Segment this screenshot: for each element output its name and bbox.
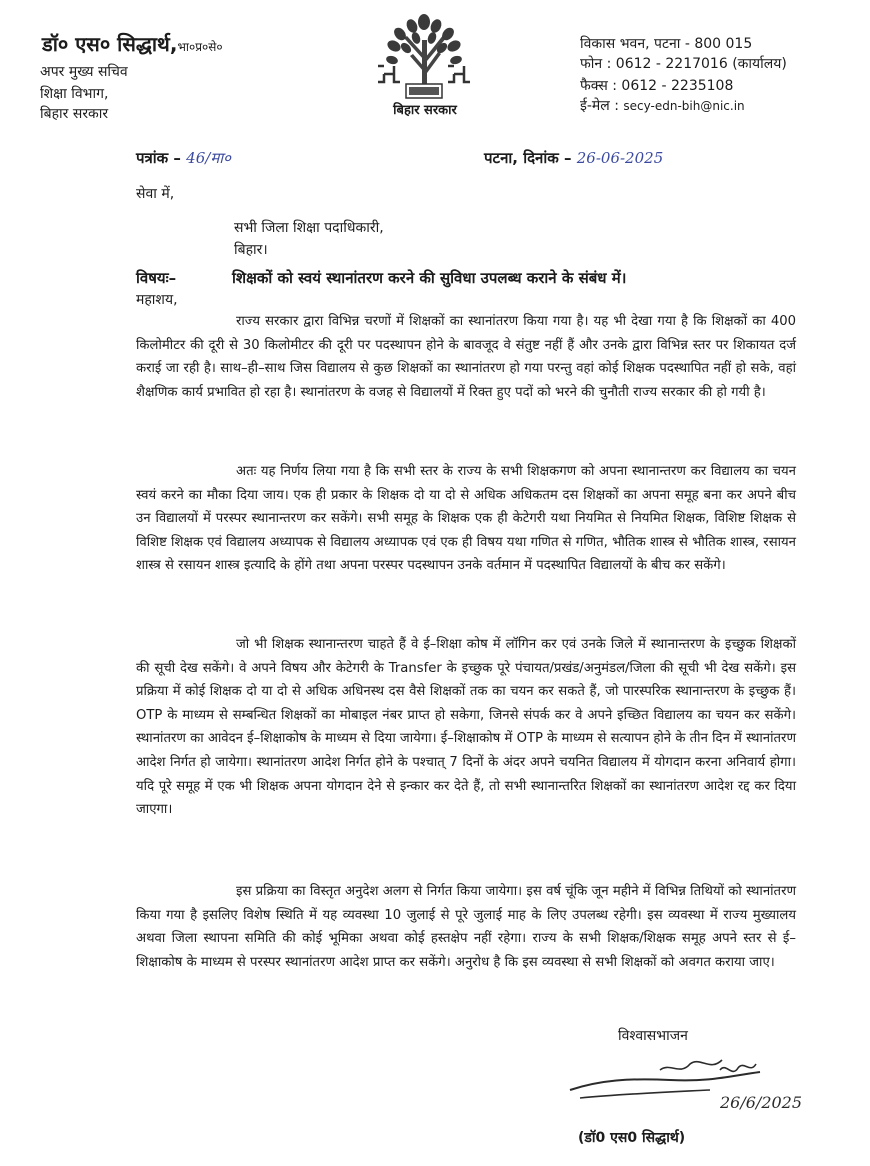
body-paragraph-1: राज्य सरकार द्वारा विभिन्न चरणों में शिक्षकों का स्थानांतरण किया गया है। यह भी देखा गया है कि शिक्षकों का 400 किलोमीटर की दूरी से 30 किलोमीटर की दूरी पर पदस्थापन होने के बावजूद वे संतुष्ट नहीं हैं और उनके द्वारा विभिन्न स्तर पर शिकायत दर्ज कराई जा रही है। साथ–ही–साथ जिस विद्यालय से कुछ शिक्षकों का स्थानांतरण हो गया परन्तु वहां कोई शिक्षक पदस्थापित नहीं हो सके, वहां शैक्षणिक कार्य प्रभावित हो रहा है। स्थानांतरण के वजह से विद्यालयों में रिक्त हुए पदों को भरने की चुनौती राज्य सरकार की हो गयी है। (136, 314, 796, 400)
date-label: पटना, दिनांक – (484, 149, 572, 167)
reference-number (136, 148, 231, 168)
contact-email (580, 96, 745, 115)
date-value: 26-06-2025 (576, 149, 664, 167)
ref-value: 46/मा० (186, 149, 231, 167)
emblem-label: बिहार सरकार (393, 103, 457, 118)
subject-label: विषयः– (136, 269, 177, 287)
signature-date: 26/6/2025 (720, 1093, 803, 1112)
ref-label: पत्रांक – (136, 149, 181, 167)
body-paragraph-4: इस प्रक्रिया का विस्तृत अनुदेश अलग से निर्गत किया जायेगा। इस वर्ष चूंकि जून महीने में विभिन्न तिथियों को स्थानांतरण किया गया है इसलिए विशेष स्थिति में यह व्यवस्था 10 जुलाई से पूरे जुलाई माह के लिए उपलब्ध रहेगी। इस व्यवस्था में राज्य मुख्यालय अथवा जिला स्थापना समिति की कोई भूमिका अथवा कोई हस्तक्षेप नहीं रहेगा। राज्य के सभी शिक्षक/शिक्षक समूह अपने स्तर से ई–शिक्षाकोष के माध्यम से परस्पर स्थानांतरण आदेश प्राप्त कर सकेंगे। अनुरोध है कि इस व्यवस्था से सभी शिक्षकों को अवगत कराया जाए। (136, 884, 796, 970)
letter-date (484, 148, 663, 168)
contact-phone: फोन : 0612 - 2217016 (कार्यालय) (580, 56, 787, 72)
body-paragraph-3: जो भी शिक्षक स्थानान्तरण चाहते हैं वे ई–शिक्षा कोष में लॉगिन कर एवं उनके जिले में स्थानान्तरण के इच्छुक शिक्षकों की सूची देख सकेंगे। वे अपने विषय और केटेगरी के Transfer के इच्छुक पूरे पंचायत/प्रखंड/अनुमंडल/जिला की सूची भी देख सकेंगे। इस प्रक्रिया में कोई शिक्षक दो या दो से अधिक अधिनस्थ दस वैसे शिक्षकों तक का चयन कर सकते हैं, जो पारस्परिक स्थानान्तरण के इच्छुक हैं। OTP के माध्यम से सम्बन्धित शिक्षकों का मोबाइल नंबर प्राप्त हो सकेगा, जिनसे संपर्क कर वे अपने इच्छित विद्यालय का चयन कर सकेंगे। स्थानांतरण का आवेदन ई–शिक्षाकोष के माध्यम से दिया जायेगा। ई–शिक्षाकोष में OTP के माध्यम से सत्यापन होने के तीन दिन में स्थानांतरण आदेश निर्गत हो जायेगा। स्थानांतरण आदेश निर्गत होने के पश्चात् 7 दिनों के अंदर अपने चयनित विद्यालय में योगदान करना अनिवार्य होगा। यदि पूरे समूह में एक भी शिक्षक अपना योगदान देने से इन्कार कर देते हैं, तो सभी स्थानान्तरित शिक्षकों का स्थानांतरण आदेश रद्द कर दिया जाएगा। (136, 637, 796, 818)
email-address: secy-edn-bih@nic.in (623, 99, 745, 113)
recipient-line-1: सभी जिला शिक्षा पदाधिकारी, (234, 220, 384, 236)
greeting: महाशय, (136, 292, 178, 308)
sender-department: शिक्षा विभाग, (40, 86, 109, 102)
recipient-line-2: बिहार। (234, 242, 268, 258)
sender-name (42, 30, 223, 57)
sender-name-text: डॉ० एस० सिद्धार्थ, (42, 32, 178, 56)
body-paragraph-2: अतः यह निर्णय लिया गया है कि सभी स्तर के राज्य के सभी शिक्षकगण को अपना स्थानान्तरण कर विद्यालय का चयन स्वयं करने का मौका दिया जाय। एक ही प्रकार के शिक्षक दो या दो से अधिक अधिकतम दस शिक्षकों का अपना समूह बना कर अपने बीच उन विद्यालयों में परस्पर स्थानान्तरण कर सकेंगे। सभी समूह के शिक्षक एक ही केटेगरी यथा नियमित से नियमित शिक्षक, विशिष्ट शिक्षक से विशिष्ट शिक्षक एवं विद्यालय अध्यापक से विद्यालय अध्यापक एवं एक ही विषय यथा गणित से गणित, भौतिक शास्त्र से भौतिक शास्त्र, रसायन शास्त्र से रसायन शास्त्र इत्यादि के होंगे तथा अपना परस्पर पदस्थापन उनके वर्तमान में पदस्थापित विद्यालयों के बीच कर सकेंगे। (136, 464, 796, 574)
contact-address: विकास भवन, पटना - 800 015 (580, 36, 753, 52)
subject-text: शिक्षकों को स्वयं स्थानांतरण करने की सुविधा उपलब्ध कराने के संबंध में। (232, 269, 627, 287)
email-label: ई-मेल : (580, 98, 619, 114)
sender-degree: भा०प्र०से० (177, 40, 223, 54)
handwritten-signature (560, 1050, 820, 1130)
sender-designation: अपर मुख्य सचिव (40, 64, 128, 80)
salutation-to: सेवा में, (136, 186, 175, 202)
closing: विश्वासभाजन (618, 1028, 688, 1044)
signatory-name: (डॉ0 एस0 सिद्धार्थ) (578, 1130, 686, 1146)
contact-fax: फैक्स : 0612 - 2235108 (580, 78, 734, 94)
sender-government: बिहार सरकार (40, 106, 109, 122)
